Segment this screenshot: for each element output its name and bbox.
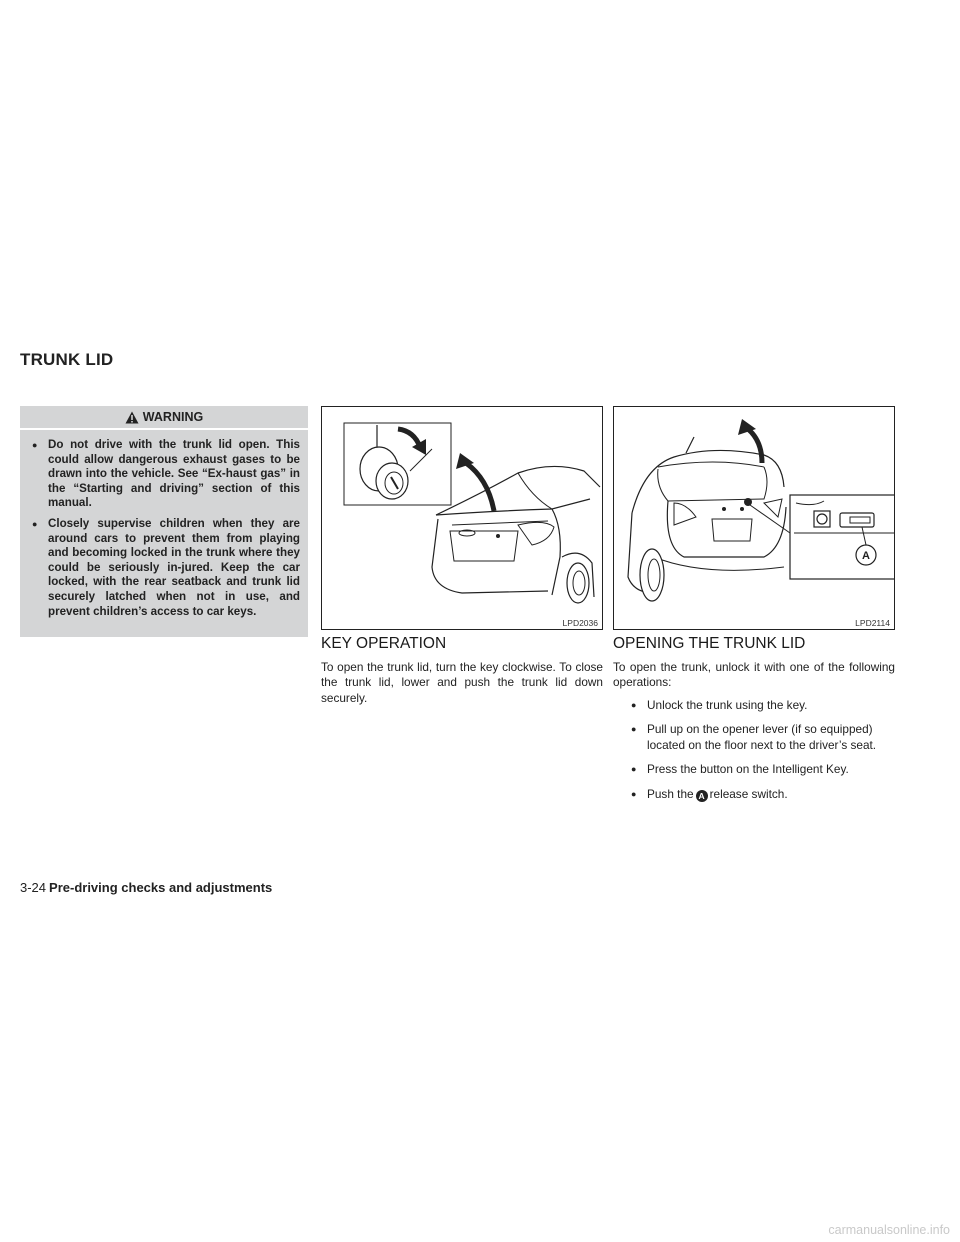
opening-intro-text: To open the trunk, unlock it with one of the following operations: xyxy=(613,660,895,690)
page-number: 3-24 xyxy=(20,880,47,895)
opening-operations-list xyxy=(613,698,899,811)
warning-heading: WARNING xyxy=(142,410,204,424)
opening-trunk-heading: OPENING THE TRUNK LID xyxy=(613,635,806,652)
figure-code: LPD2114 xyxy=(855,618,890,628)
release-switch-figure xyxy=(613,406,895,630)
key-operation-text: To open the trunk lid, turn the key clockwise. To close the trunk lid, lower and push the trunk lid down securely. xyxy=(321,660,603,705)
watermark: carmanualsonline.info xyxy=(828,1223,950,1237)
chapter-title: Pre-driving checks and adjustments xyxy=(49,880,273,895)
warning-item: ● Closely supervise children when they are around cars to prevent them from playing and becoming locked in the trunk where they could be seriously in-jured. Keep the car locked, with the rear seatback and trunk lid securely latched when not in use, and prevent children’s access to car keys. xyxy=(32,517,300,619)
operation-item: ● Unlock the trunk using the key. xyxy=(613,698,899,713)
key-operation-figure xyxy=(321,406,603,630)
figure-code: LPD2036 xyxy=(562,618,598,628)
warning-header xyxy=(20,406,308,430)
page-footer xyxy=(20,880,272,895)
key-trunk-illustration xyxy=(322,407,603,630)
warning-item: ● Do not drive with the trunk lid open. This could allow dangerous exhaust gases to be drawn into the vehicle. See “Ex-haust gas” in the “Starting and driving” section of this manual. xyxy=(32,438,300,511)
section-title: TRUNK LID xyxy=(20,350,114,369)
warning-list xyxy=(20,430,308,619)
callout-a-icon: A xyxy=(696,790,708,802)
operation-item: ● Pull up on the opener lever (if so equipped) located on the floor next to the driver’s seat. xyxy=(613,722,899,753)
trunk-switch-illustration xyxy=(614,407,895,630)
warning-box xyxy=(20,406,308,637)
callout-a-label: A xyxy=(862,550,870,562)
operation-suffix: release switch. xyxy=(709,786,788,801)
operation-prefix: Push the xyxy=(647,786,694,801)
operation-item-release-switch xyxy=(613,787,899,803)
operation-item: ● Press the button on the Intelligent Key. xyxy=(613,762,899,777)
warning-triangle-icon xyxy=(125,411,139,424)
key-operation-heading: KEY OPERATION xyxy=(321,635,447,652)
